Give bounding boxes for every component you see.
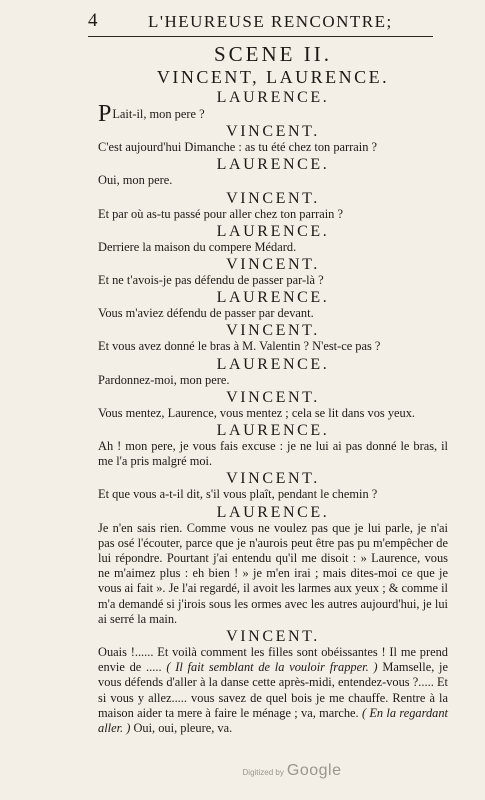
speaker-name: LAURENCE. — [216, 89, 330, 106]
speaker-name: LAURENCE. — [216, 503, 330, 521]
speaker-name: LAURENCE. — [216, 222, 330, 240]
speech-text: Pardonnez-moi, mon pere. — [98, 372, 230, 387]
speaker-name: VINCENT. — [226, 470, 320, 488]
speech-text: Ah ! mon pere, je vous fais excuse : je ne lui ai pas donné le bras, il me l'a pris malgré moi. — [98, 439, 448, 469]
digitization-watermark — [232, 762, 352, 780]
speaker-name: VINCENT. — [226, 628, 320, 646]
speech-text: Je n'en sais rien. Comme vous ne voulez pas que je lui parle, je n'ai pas osé l'écouter, parce que je n'aurois peut être pas pu m'empêcher de lui répondre. Pourtant j'ai entendu qu'il me disoit : » Laurence, vous ne m'aimez plus : eh bien ! » je m'en irai ; mais dites-moi ce que je vous ai fait ». Je l'ai regardé, il avoit les larmes aux yeux ; & comme il m'a demandé si j'irois sous les ormes avec les autres aujourd'hui, je lui ai serré la main. — [98, 520, 448, 626]
speech-text: Et par où as-tu passé pour aller chez ton parrain ? — [98, 206, 343, 221]
speech-body: Oui, oui, pleure, va. — [130, 721, 233, 736]
speech-text: Et vous avez donné le bras à M. Valentin ? N'est-ce pas ? — [98, 339, 381, 354]
stage-direction: ( Il fait semblant de la vouloir frapper. ) — [166, 660, 378, 675]
speaker-name: VINCENT. — [226, 322, 320, 340]
speaker-name: VINCENT. — [226, 189, 320, 207]
running-title: L'HEUREUSE RENCONTRE; — [148, 12, 393, 31]
speech-text: C'est aujourd'hui Dimanche : as tu été chez ton parrain ? — [98, 140, 378, 155]
speech-body: Lait-il, mon pere ? — [112, 107, 205, 121]
page-content — [98, 42, 448, 736]
speech-text — [98, 645, 448, 736]
watermark-logo: Google — [286, 762, 342, 779]
running-head — [88, 10, 433, 37]
scene-characters: VINCENT, LAURENCE. — [156, 67, 390, 87]
speech-body: Mamselle, je vous défends d'aller à la danse cette après-midi, entendez-vous ?..... Et si vous y allez..... vous savez de quel bois je me chauffe. Rentre à la maison aider ta mere à faire le ménage ; va, marche. — [98, 660, 448, 720]
speech-text: Oui, mon pere. — [98, 173, 173, 188]
speech-text: Et que vous a-t-il dit, s'il vous plaît, pendant le chemin ? — [98, 487, 378, 502]
speech-body: Ouais !...... Et voilà comment les filles sont obéissantes ! Il me prend envie de ..... — [98, 645, 448, 675]
speech-text: Et ne t'avois-je pas défendu de passer par-là ? — [98, 273, 324, 288]
watermark-prefix: Digitized by — [242, 768, 284, 777]
speech-text: Vous mentez, Laurence, vous mentez ; cela se lit dans vos yeux. — [98, 405, 416, 420]
speaker-name: LAURENCE. — [216, 422, 330, 440]
speaker-name: VINCENT. — [226, 388, 320, 406]
speaker-name: LAURENCE. — [216, 289, 330, 307]
drop-cap: P — [98, 101, 112, 127]
speaker-name: VINCENT. — [226, 123, 320, 141]
speech-text — [98, 101, 448, 127]
scene-title: SCENE II. — [214, 42, 332, 66]
speaker-name: LAURENCE. — [216, 355, 330, 373]
speaker-name: LAURENCE. — [216, 156, 330, 174]
speaker-name: VINCENT. — [226, 256, 320, 274]
speech-text: Derriere la maison du compere Médard. — [98, 239, 297, 254]
stage-direction: ( En la regardant aller. ) — [98, 705, 448, 736]
speech-text: Vous m'aviez défendu de passer par devant. — [98, 306, 314, 321]
page-number: 4 — [88, 10, 98, 31]
